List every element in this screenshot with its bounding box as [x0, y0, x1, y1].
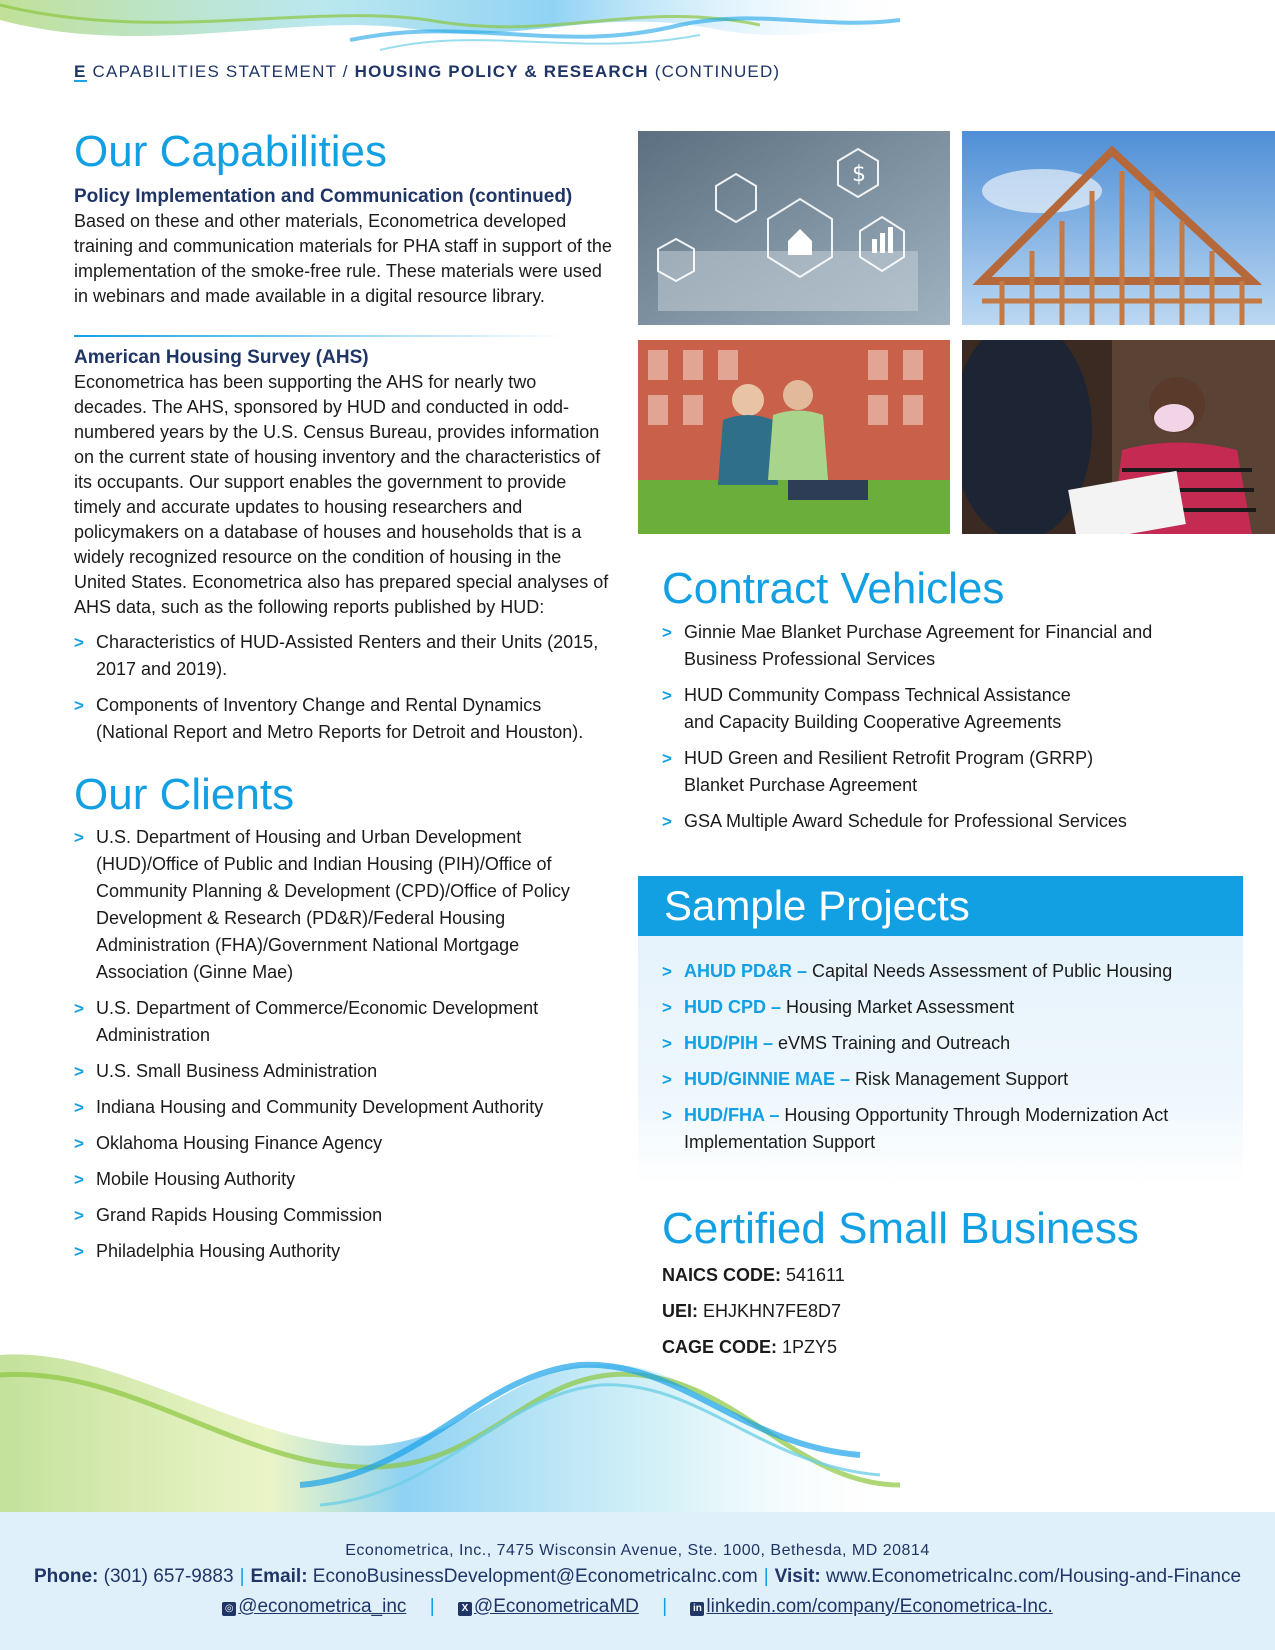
- photo-couple-on-lawn: [638, 340, 950, 534]
- chevron-right-icon: >: [662, 812, 672, 832]
- company-address: Econometrica, Inc., 7475 Wisconsin Avenue, Ste. 1000, Bethesda, MD 20814: [345, 1542, 930, 1559]
- contract-vehicles-section: [662, 565, 1222, 844]
- chevron-right-icon: >: [662, 1106, 672, 1125]
- header-suffix: (CONTINUED): [648, 62, 781, 81]
- chevron-right-icon: >: [662, 1034, 672, 1053]
- divider: |: [763, 1566, 769, 1587]
- left-column: [74, 128, 614, 1274]
- naics-code: NAICS CODE: 541611: [662, 1265, 845, 1286]
- chevron-right-icon: >: [74, 827, 84, 847]
- instagram-link[interactable]: @econometrica_inc: [238, 1596, 407, 1617]
- top-wave-decoration: [0, 0, 1275, 60]
- list-item: > Indiana Housing and Community Development Authority: [74, 1094, 614, 1121]
- cage-code: CAGE CODE: 1PZY5: [662, 1337, 838, 1358]
- chevron-right-icon: >: [662, 1070, 672, 1089]
- chevron-right-icon: >: [74, 1097, 84, 1117]
- econometrica-logo-mark: E: [74, 62, 87, 81]
- list-item: > HUD/GINNIE MAE – Risk Management Support: [662, 1066, 1222, 1093]
- sample-projects-section: [662, 958, 1222, 1165]
- chevron-right-icon: >: [74, 633, 84, 653]
- list-item: > Oklahoma Housing Finance Agency: [74, 1130, 614, 1157]
- linkedin-icon: in: [690, 1602, 704, 1616]
- contact-line: [0, 1566, 1275, 1588]
- list-item: > GSA Multiple Award Schedule for Professional Services: [662, 808, 1202, 835]
- x-link[interactable]: @EconometricaMD: [473, 1596, 639, 1617]
- uei-code: UEI: EHJKHN7FE8D7: [662, 1301, 842, 1322]
- photo-housing-data-icons: [638, 131, 950, 325]
- clients-title: Our Clients: [74, 770, 295, 820]
- header-section: HOUSING POLICY & RESEARCH: [354, 62, 649, 81]
- ahs-report-list: [74, 629, 614, 746]
- email-link[interactable]: EconoBusinessDevelopment@EconometricaInc.com: [307, 1566, 758, 1587]
- chevron-right-icon: >: [74, 1205, 84, 1225]
- sample-projects-title: Sample Projects: [664, 882, 970, 929]
- list-item: > Characteristics of HUD-Assisted Renters and their Units (2015, 2017 and 2019).: [74, 629, 614, 683]
- chevron-right-icon: >: [74, 1133, 84, 1153]
- chevron-right-icon: >: [74, 1061, 84, 1081]
- list-item: > Grand Rapids Housing Commission: [74, 1202, 614, 1229]
- chevron-right-icon: >: [74, 696, 84, 716]
- phone-label: Phone:: [33, 1566, 99, 1587]
- photo-masked-interview: [962, 340, 1275, 534]
- chevron-right-icon: >: [662, 962, 672, 981]
- x-icon: X: [458, 1602, 472, 1616]
- list-item: > HUD/FHA – Housing Opportunity Through Modernization Act Implementation Support: [662, 1102, 1202, 1156]
- svg-text:$: $: [852, 162, 866, 187]
- list-item: > HUD CPD – Housing Market Assessment: [662, 994, 1222, 1021]
- email-label: Email:: [250, 1566, 308, 1587]
- chevron-right-icon: >: [74, 1169, 84, 1189]
- ahs-body: Econometrica has been supporting the AHS for nearly two decades. The AHS, sponsored by HUD and conducted in odd-numbered years by the U.S. Census Bureau, provides information on the current state of housing inventory and the characteristics of its occupants. Our support enables the government to provide timely and accurate updates to housing researchers and policymakers on a database of houses and households that is a widely recognized resource on the condition of housing in the United States. Econometrica also has prepared special analyses of AHS data, such as the following reports published by HUD:: [74, 372, 609, 618]
- contract-vehicles-list: [662, 619, 1222, 835]
- policy-body: Based on these and other materials, Econometrica developed training and communication materials for PHA staff in support of the implementation of the smoke-free rule. These materials were used in webinars and made available in a digital resource library.: [74, 211, 612, 307]
- chevron-right-icon: >: [662, 623, 672, 643]
- bottom-wave-decoration: [0, 1335, 1275, 1515]
- clients-list: [74, 824, 614, 1265]
- certified-title: Certified Small Business: [662, 1204, 1139, 1253]
- phone-number[interactable]: (301) 657-9883: [98, 1566, 234, 1587]
- header-prefix: CAPABILITIES STATEMENT /: [92, 62, 355, 81]
- social-links: [0, 1596, 1275, 1618]
- list-item: > Philadelphia Housing Authority: [74, 1238, 614, 1265]
- list-item: > U.S. Small Business Administration: [74, 1058, 614, 1085]
- website-link[interactable]: www.EconometricaInc.com/Housing-and-Finance: [820, 1566, 1242, 1587]
- list-item: > AHUD PD&R – Capital Needs Assessment of Public Housing: [662, 958, 1222, 985]
- sample-projects-list: [662, 958, 1222, 1156]
- section-divider: [74, 335, 564, 337]
- list-item: > U.S. Department of Commerce/Economic Development Administration: [74, 995, 614, 1049]
- chevron-right-icon: >: [74, 1241, 84, 1261]
- contract-vehicles-title: Contract Vehicles: [662, 564, 1005, 613]
- visit-label: Visit:: [774, 1566, 821, 1587]
- list-item: > U.S. Department of Housing and Urban Development (HUD)/Office of Public and Indian Housing (PIH)/Office of Community Planning & Development (CPD)/Office of Policy Development & Research (PD&R)/Federal Housing Administration (FHA)/Government National Mortgage Association (Ginne Mae): [74, 824, 614, 986]
- list-item: > HUD Community Compass Technical Assistance and Capacity Building Cooperative Agreements: [662, 682, 1102, 736]
- sample-projects-header: [638, 876, 1243, 936]
- instagram-icon: ◎: [222, 1602, 236, 1616]
- chevron-right-icon: >: [662, 998, 672, 1017]
- footer: [0, 1512, 1275, 1650]
- photo-house-framing: [962, 131, 1275, 325]
- policy-heading: Policy Implementation and Communication (continued): [74, 186, 573, 208]
- capabilities-title: Our Capabilities: [74, 127, 388, 176]
- list-item: > Mobile Housing Authority: [74, 1166, 614, 1193]
- divider: |: [239, 1566, 245, 1587]
- header-title: [74, 62, 780, 82]
- ahs-heading: American Housing Survey (AHS): [74, 347, 369, 369]
- chevron-right-icon: >: [662, 749, 672, 769]
- chevron-right-icon: >: [662, 686, 672, 706]
- list-item: > HUD/PIH – eVMS Training and Outreach: [662, 1030, 1222, 1057]
- divider: |: [662, 1596, 668, 1617]
- list-item: > HUD Green and Resilient Retrofit Program (GRRP) Blanket Purchase Agreement: [662, 745, 1132, 799]
- divider: |: [429, 1596, 435, 1617]
- list-item: > Ginnie Mae Blanket Purchase Agreement for Financial and Business Professional Services: [662, 619, 1162, 673]
- list-item: > Components of Inventory Change and Rental Dynamics (National Report and Metro Reports for Detroit and Houston).: [74, 692, 614, 746]
- chevron-right-icon: >: [74, 998, 84, 1018]
- linkedin-link[interactable]: linkedin.com/company/Econometrica-Inc.: [706, 1596, 1053, 1617]
